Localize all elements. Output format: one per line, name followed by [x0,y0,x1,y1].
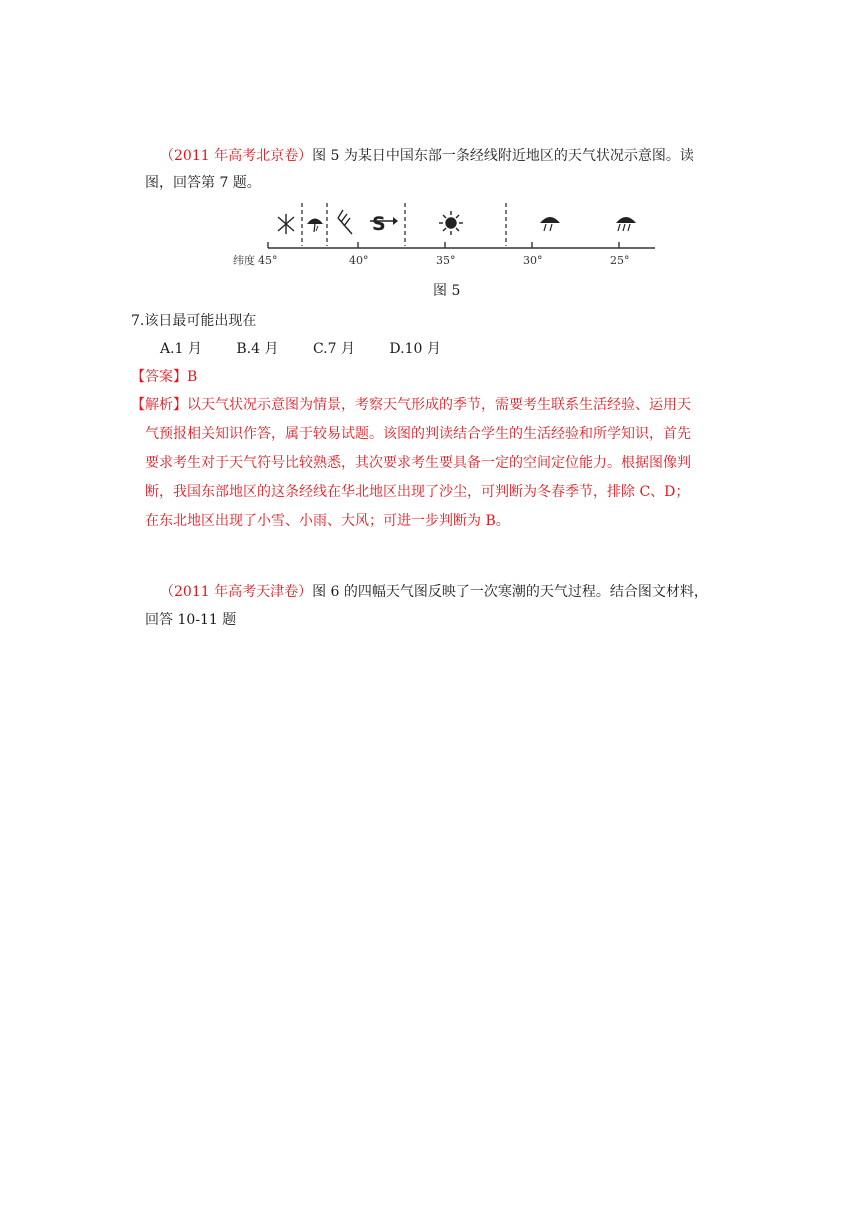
analysis-label: 【解析】 [131,397,187,413]
q2-source: （2011 年高考天津卷） [160,584,313,600]
sandstorm-letter: S [372,213,386,235]
analysis-line-5: 在东北地区出现了小雪、小雨、大风；可进一步判断为 B。 [145,513,510,529]
answer-value: B [187,369,198,385]
axis-ticks [268,242,619,248]
q2-intro-text-1: 图 6 的四幅天气图反映了一次寒潮的天气过程。结合图文材料， [312,584,708,600]
moderate-rain-icon [540,217,560,231]
weather-figure [230,200,660,270]
tick-label-30: 30° [523,254,543,267]
figure-caption: 图 5 [433,283,461,299]
heavy-rain-icon [616,217,636,231]
q1-intro-line-2 [145,173,261,193]
question-stem: 7.该日最可能出现在 [131,313,257,329]
q1-intro-text-1: 图 5 为某日中国东部一条经线附近地区的天气状况示意图。读 [312,148,694,164]
option-c: C.7 月 [312,341,355,357]
q2-intro-line-1 [160,582,708,602]
question-options [160,339,471,359]
answer-line [131,367,197,387]
analysis-line-2: 气预报相关知识作答，属于较易试题。该图的判读结合学生的生活经验和所学知识，首先 [145,426,691,442]
snow-icon [278,214,294,234]
answer-label: 【答案】 [131,369,187,385]
q1-intro-line-1 [160,146,694,166]
analysis-line-4: 断，我国东部地区的这条经线在华北地区出现了沙尘，可判断为冬春季节，排除 C、D； [145,484,690,500]
option-b: B.4 月 [236,341,279,357]
analysis-line-3: 要求考生对于天气符号比较熟悉，其次要求考生要具备一定的空间定位能力。根据图像判 [145,455,691,471]
light-rain-icon [307,219,323,233]
q2-intro-line-2: 回答 10-11 题 [145,612,237,628]
analysis-text-1: 以天气状况示意图为情景，考察天气形成的季节，需要考生联系生活经验、运用天 [187,397,691,413]
axis-label: 纬度 [233,254,255,267]
q1-source: （2011 年高考北京卷） [160,148,313,164]
option-d: D.10 月 [389,341,441,357]
tick-label-25: 25° [610,254,630,267]
option-a: A.1 月 [160,341,202,357]
wind-icon [338,210,352,234]
q1-intro-text-2: 图，回答第 7 题。 [145,175,261,191]
tick-label-40: 40° [349,254,369,267]
sunny-icon [439,211,463,235]
tick-label-45: 45° [258,254,278,267]
tick-label-35: 35° [436,254,456,267]
sandstorm-icon [370,213,398,235]
analysis-line-1 [131,395,691,415]
